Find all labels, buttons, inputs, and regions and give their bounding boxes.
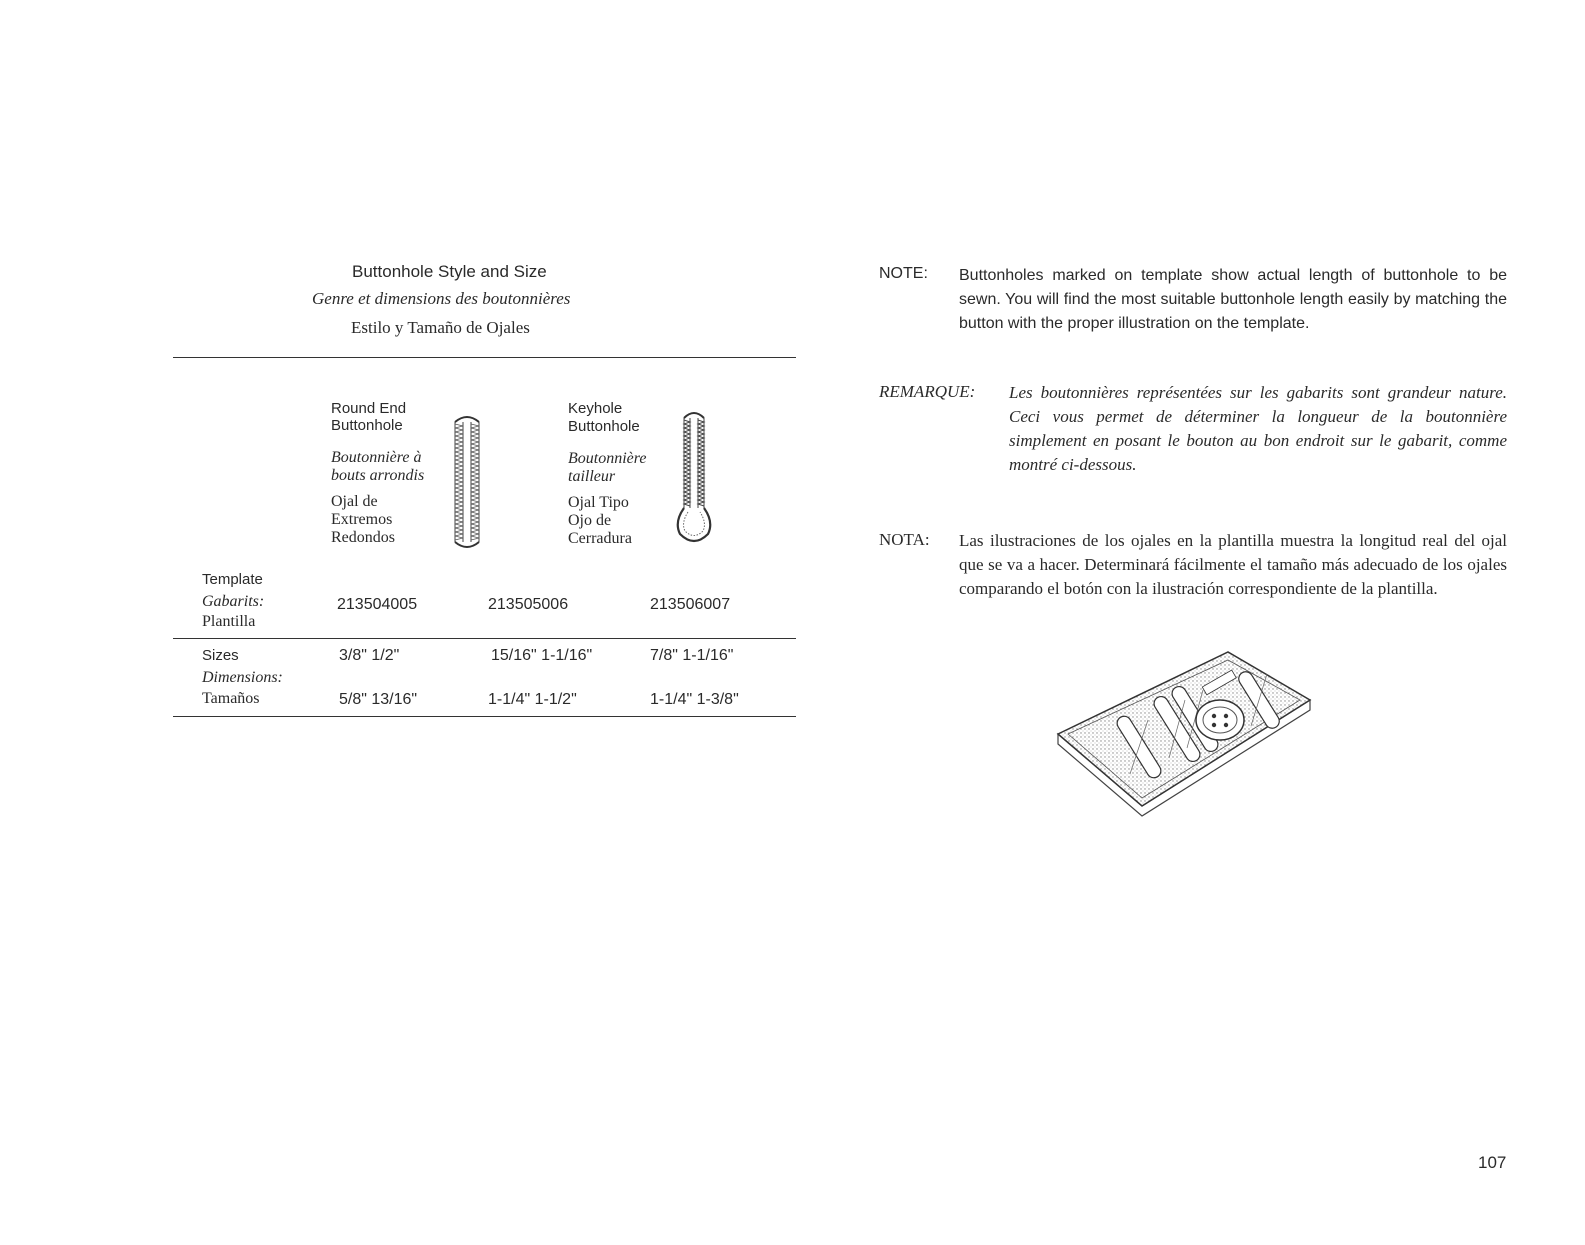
keyhole-buttonhole-icon [670, 408, 720, 550]
style-keyhole-es-3: Cerradura [568, 530, 632, 547]
style-round-en-1: Round End [331, 400, 407, 417]
size-value: 3/8" 1/2" [339, 647, 400, 664]
template-label-en: Template [202, 571, 263, 588]
heading-es: Estilo y Tamaño de Ojales [351, 318, 530, 337]
style-keyhole-fr-1: Boutonnière [568, 450, 647, 467]
round-end-buttonhole-icon [449, 414, 485, 550]
nota-text: Las ilustraciones de los ojales en la plantilla muestra la longitud real del ojal que se va a hacer. Determinará fácilmente el tamaño más adecuado de los ojales comparando el botón con la ilustración correspondiente de la plantilla. [959, 531, 1507, 598]
size-value: 1-1/4" 1-3/8" [650, 691, 739, 708]
template-label-fr: Gabarits: [202, 593, 265, 610]
note-label: NOTE: [879, 265, 928, 282]
table-row-divider [173, 638, 796, 639]
nota-label: NOTA: [879, 530, 930, 549]
sizes-label-fr: Dimensions: [202, 669, 283, 686]
style-round-en-2: Buttonhole [331, 417, 403, 434]
size-value: 7/8" 1-1/16" [650, 647, 734, 664]
style-keyhole-en-2: Buttonhole [568, 418, 640, 435]
heading-fr: Genre et dimensions des boutonnières [312, 289, 571, 308]
style-keyhole-fr-2: tailleur [568, 468, 616, 485]
note-text: Buttonholes marked on template show actual length of buttonhole to be sewn. You will find the most suitable buttonhole length easily by matching the button with the proper illustration on the template. [959, 267, 1507, 332]
style-round-es-2: Extremos [331, 511, 393, 528]
template-label-es: Plantilla [202, 613, 256, 630]
style-round-es-3: Redondos [331, 529, 395, 546]
style-round-fr-2: bouts arrondis [331, 467, 425, 484]
style-keyhole-es-1: Ojal Tipo [568, 494, 629, 511]
style-keyhole-en-1: Keyhole [568, 400, 623, 417]
size-value: 15/16" 1-1/16" [491, 647, 593, 664]
sizes-label-en: Sizes [202, 647, 239, 664]
size-value: 5/8" 13/16" [339, 691, 418, 708]
style-round-fr-1: Boutonnière à [331, 449, 422, 466]
size-value: 1-1/4" 1-1/2" [488, 691, 577, 708]
heading-en: Buttonhole Style and Size [352, 262, 547, 281]
sizes-label-es: Tamaños [202, 690, 260, 707]
remarque-text: Les boutonnières représentées sur les gabarits sont grandeur nature. Ceci vous permet de déterminer la longueur de la boutonnière simplement en posant le bouton au bon endroit sur le gabarit, comme montré ci-dessous. [1009, 383, 1507, 474]
template-number: 213506007 [650, 596, 731, 613]
style-keyhole-es-2: Ojo de [568, 512, 612, 529]
page-number: 107 [1478, 1153, 1507, 1172]
template-number: 213505006 [488, 596, 569, 613]
heading-divider [173, 357, 796, 358]
table-bottom-divider [173, 716, 796, 717]
buttonhole-template-illustration [1052, 648, 1314, 823]
style-round-es-1: Ojal de [331, 493, 378, 510]
template-number: 213504005 [337, 596, 418, 613]
remarque-label: REMARQUE: [879, 382, 976, 401]
